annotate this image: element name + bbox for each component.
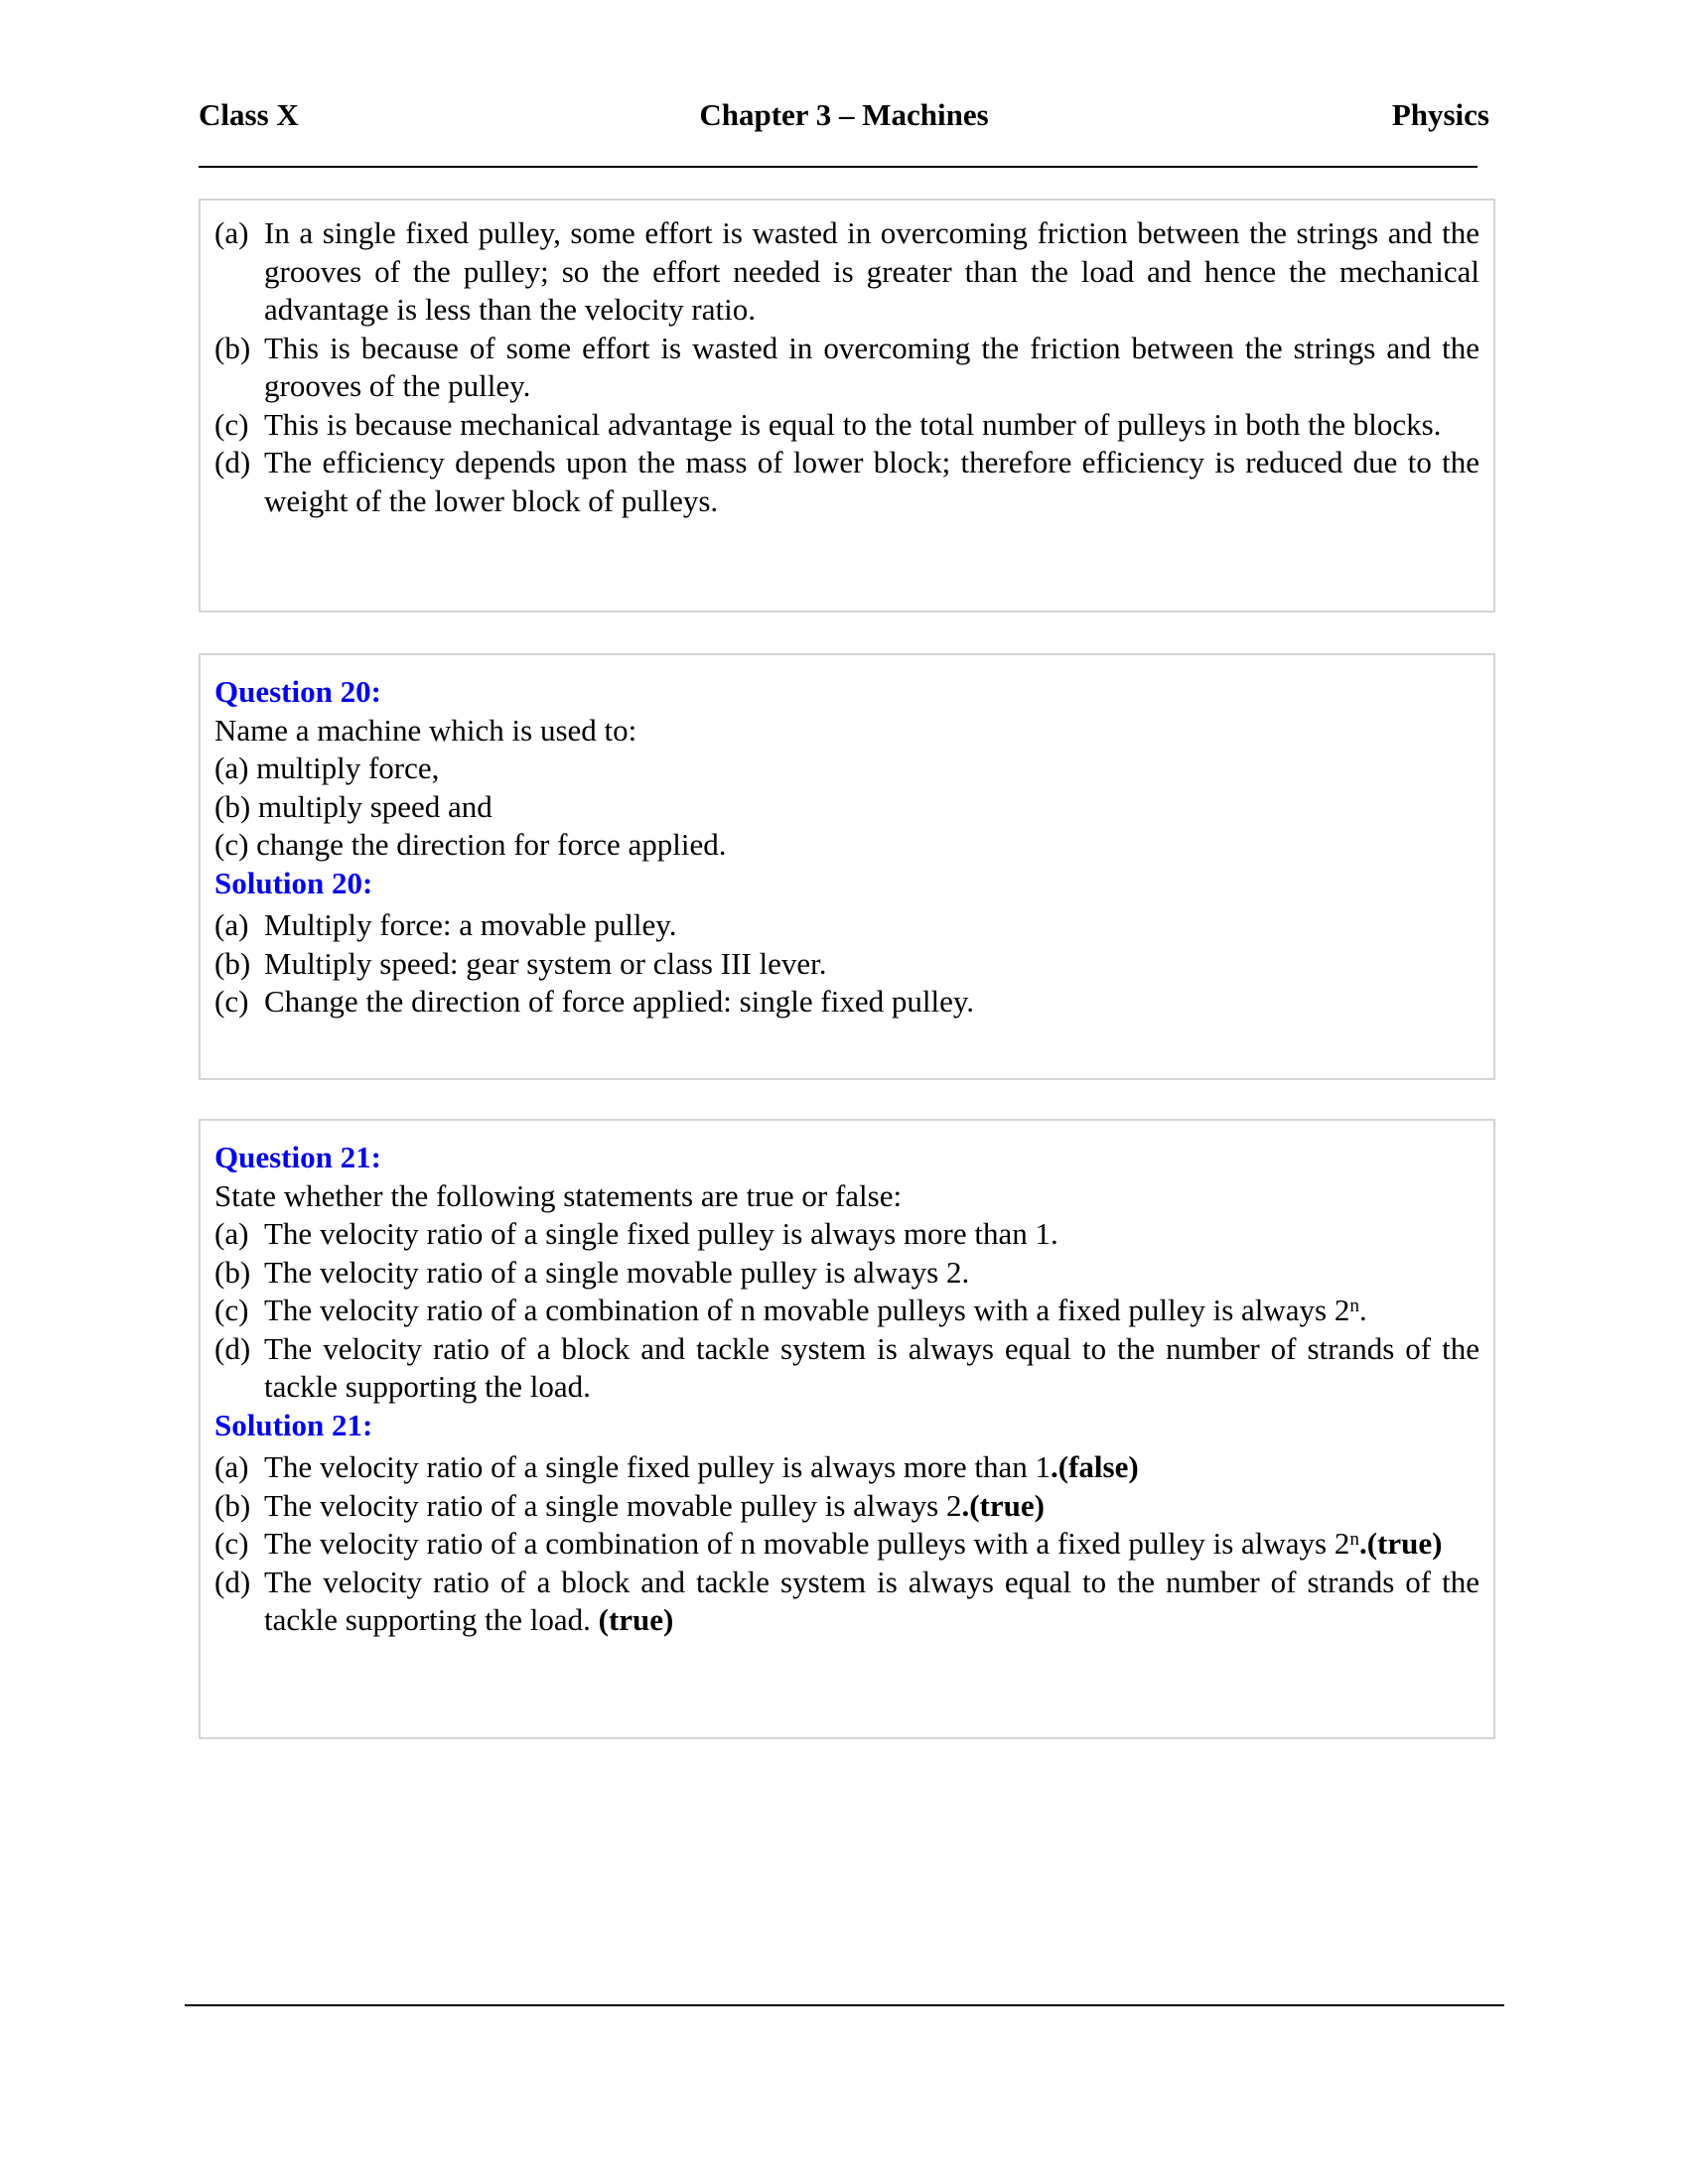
list-item: [214, 406, 1479, 445]
item-label: (d): [214, 1564, 251, 1599]
item-text: In a single fixed pulley, some effort is wasted in overcoming friction between the strings and the grooves of the pulley; so the effort needed is greater than the load and hence the mechanical advantage is less than the velocity ratio.: [264, 215, 1479, 327]
item-text: The velocity ratio of a block and tackle system is always equal to the number of strands of the tackle supporting the load.: [264, 1330, 1479, 1404]
superscript-n: n: [1349, 1296, 1359, 1316]
item-text: The efficiency depends upon the mass of lower block; therefore efficiency is reduced due to the weight of the lower block of pulleys.: [264, 445, 1479, 518]
solution-heading: Solution 20:: [214, 865, 373, 900]
item-label: (b): [214, 945, 251, 981]
item-text: Multiply force: a movable pulley.: [264, 907, 677, 942]
list-item: [214, 214, 1479, 330]
solution-item: [214, 1564, 1479, 1640]
item-label: (a): [214, 1216, 249, 1251]
item-text: This is because mechanical advantage is equal to the total number of pulleys in both the blocks.: [264, 406, 1442, 442]
item-label: (b): [214, 1254, 251, 1290]
item-label: (a): [214, 215, 249, 250]
question-20-box: [199, 653, 1495, 1080]
footer-divider: [185, 2004, 1504, 2006]
list-item: [214, 330, 1479, 406]
item-label: (c): [214, 984, 249, 1019]
item-text: Multiply speed: gear system or class III lever.: [264, 945, 827, 981]
list-item: [214, 1292, 1479, 1330]
item-label: (a): [214, 907, 249, 942]
question-heading: Question 20:: [214, 674, 381, 709]
item-label: (c): [214, 1526, 249, 1561]
item-text: The velocity ratio of a combination of n movable pulleys with a fixed pulley is always 2$^n$.: [264, 1293, 1367, 1327]
answer-true: (true): [598, 1602, 674, 1637]
answer-true: .(true): [1358, 1526, 1443, 1561]
solution-item: [214, 945, 1479, 984]
list-item: [214, 1215, 1479, 1254]
list-item: [214, 444, 1479, 520]
header-subject: Physics: [1391, 97, 1489, 132]
item-label: (d): [214, 1330, 251, 1366]
item-label: (b): [214, 1487, 251, 1523]
question-line: (a) multiply force,: [214, 751, 440, 785]
header-class: Class X: [199, 97, 299, 132]
header-divider: [199, 166, 1477, 168]
solution-item: [214, 906, 1479, 945]
list-item: [214, 1330, 1479, 1407]
item-text: The velocity ratio of a single fixed pulley is always more than 1.(false): [264, 1449, 1139, 1484]
list-item: [214, 1254, 1479, 1293]
item-text: The velocity ratio of a combination of n movable pulleys with a fixed pulley is always 2$^n$.(true): [264, 1526, 1443, 1561]
item-label: (b): [214, 330, 251, 365]
answer-false: .(false): [1051, 1449, 1139, 1484]
solution-item: [214, 1525, 1479, 1564]
question-line: (c) change the direction for force applied.: [214, 827, 727, 862]
item-text: The velocity ratio of a single movable pulley is always 2.: [264, 1254, 970, 1290]
solution-item: [214, 1487, 1479, 1526]
item-label: (c): [214, 1293, 249, 1327]
superscript-n: n: [1349, 1529, 1359, 1550]
header-chapter-title: Chapter 3 – Machines: [699, 97, 989, 132]
item-label: (a): [214, 1449, 249, 1484]
item-text: Change the direction of force applied: single fixed pulley.: [264, 984, 975, 1019]
item-text: The velocity ratio of a single movable pulley is always 2.(true): [264, 1487, 1045, 1523]
page-header: [199, 97, 1489, 141]
solution-continuation-box: [199, 199, 1495, 613]
item-label: (d): [214, 445, 251, 479]
solution-item: [214, 983, 1479, 1022]
question-21-box: [199, 1119, 1495, 1739]
item-label: (c): [214, 406, 249, 442]
question-intro: Name a machine which is used to:: [214, 712, 637, 748]
answer-true: .(true): [961, 1487, 1045, 1523]
question-heading: Question 21:: [214, 1140, 381, 1174]
solution-item: [214, 1448, 1479, 1487]
question-line: (b) multiply speed and: [214, 788, 492, 824]
item-text: The velocity ratio of a single fixed pulley is always more than 1.: [264, 1216, 1058, 1251]
item-text: The velocity ratio of a block and tackle system is always equal to the number of strands of the tackle supporting the load. (true): [264, 1564, 1479, 1637]
question-intro: State whether the following statements are true or false:: [214, 1177, 903, 1213]
solution-heading: Solution 21:: [214, 1407, 373, 1442]
item-text: This is because of some effort is wasted in overcoming the friction between the strings and the grooves of the pulley.: [264, 330, 1479, 403]
